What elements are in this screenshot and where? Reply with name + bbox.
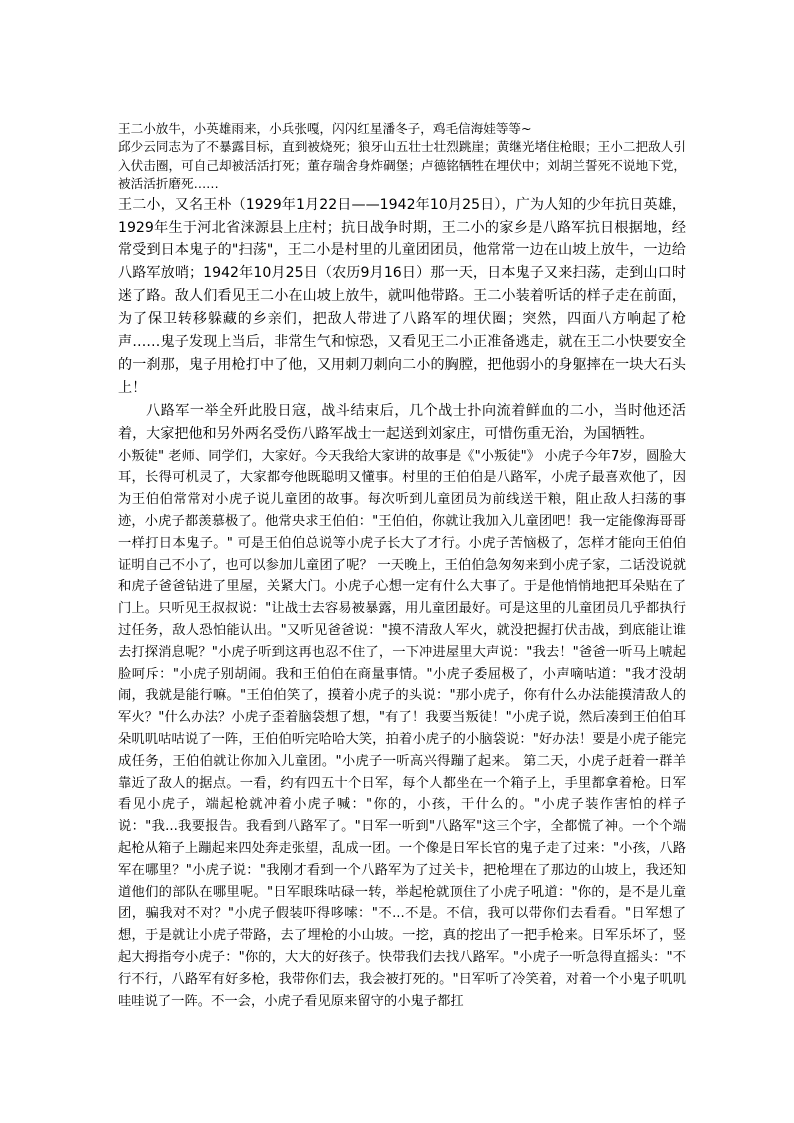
paragraph-heroes: 邱少云同志为了不暴露目标，直到被烧死；狼牙山五壮士壮烈跳崖；黄继光堵住枪眼；王小二把敌人引入伏击圈，可自己却被活活打死；董存瑞舍身炸碉堡；卢德铭牺牲在埋伏中；刘胡兰誓死不说地下党，被活活折磨死……: [118, 139, 686, 192]
paragraph-intro-list: 王二小放牛，小英雄雨来，小兵张嘎，闪闪红星潘冬子，鸡毛信海娃等等~: [118, 121, 532, 136]
paragraph-eighth-route: 八路军一举全歼此股日寇，战斗结束后，几个战士扑向流着鲜血的二小，当时他还活着，大家把他和另外两名受伤八路军战士一起送到刘家庄，可惜伤重无治，为国牺牲。: [118, 402, 686, 442]
paragraph-little-rebel: 小叛徒" 老师、同学们，大家好。今天我给大家讲的故事是《"小叛徒"》 小虎子今年7岁，圆脸大耳，长得可机灵了，大家都夸他既聪明又懂事。村里的王伯伯是八路军，小虎子最喜欢他了，因为王伯伯常常对小虎子说儿童团的故事。每次听到儿童团员为前线送干粮，阻止敌人扫荡的事迹，小虎子都羡慕极了。他常央求王伯伯："王伯伯，你就让我加入儿童团吧！我一定能像海哥哥一样打日本鬼子。" 可是王伯伯总说等小虎子长大了才行。小虎子苦恼极了，怎样才能向王伯伯证明自己不小了，也可以参加儿童团了呢？ 一天晚上，王伯伯急匆匆来到小虎子家，二话没说就和虎子爸爸钻进了里屋，关紧大门。小虎子心想一定有什么大事了。于是他悄悄地把耳朵贴在了门上。只听见王叔叔说："让战士去容易被暴露，用儿童团最好。可是这里的儿童团员几乎都执行过任务，敌人恐怕能认出。"又听见爸爸说："摸不清敌人军火，就没把握打伏击战，到底能让谁去打探消息呢？"小虎子听到这再也忍不住了，一下冲进屋里大声说："我去！"爸爸一听马上唬起脸呵斥："小虎子别胡闹。我和王伯伯在商量事情。"小虎子委屈极了，小声嘀咕道："我才没胡闹，我就是能行嘛。"王伯伯笑了，摸着小虎子的头说："那小虎子，你有什么办法能摸清敌人的军火？"什么办法？小虎子歪着脑袋想了想，"有了！我要当叛徒！"小虎子说，然后凑到王伯伯耳朵叽叽咕咕说了一阵，王伯伯听完哈哈大笑，拍着小虎子的小脑袋说："好办法！要是小虎子能完成任务，王伯伯就让你加入儿童团。"小虎子一听高兴得蹦了起来。 第二天，小虎子赶着一群羊靠近了敌人的据点。一看，约有四五十个日军，每个人都坐在一个箱子上，手里都拿着枪。日军看见小虎子，端起枪就冲着小虎子喊："你的，小孩，干什么的。"小虎子装作害怕的样子说："我...我要报告。我看到八路军了。"日军一听到"八路军"这三个字，全都慌了神。一个个端起枪从箱子上蹦起来四处奔走张望，乱成一团。一个像是日军长官的鬼子走了过来："小孩，八路军在哪里？"小虎子说："我刚才看到一个八路军为了过关卡，把枪埋在了那边的山坡上，我还知道他们的部队在哪里呢。"日军眼珠咕碌一转，举起枪就顶住了小虎子吼道："你的，是不是儿童团，骗我对不对？"小虎子假装吓得哆嗦："不...不是。不信，我可以带你们去看看。"日军想了想，于是就让小虎子带路，去了埋枪的小山坡。一挖，真的挖出了一把手枪来。日军乐坏了，竖起大拇指夸小虎子："你的，大大的好孩子。快带我们去找八路军。"小虎子一听急得直摇头："不行不行，八路军有好多枪，我带你们去，我会被打死的。"日军听了冷笑着，对着一个小鬼子叽叽哇哇说了一阵。不一会，小虎子看见原来留守的小鬼子都扛: [118, 448, 686, 1009]
document-page: [118, 120, 686, 1012]
paragraph-wang-erxiao: 王二小，又名王朴（1929年1月22日——1942年10月25日），广为人知的少年抗日英雄，1929年生于河北省涞源县上庄村；抗日战争时期，王二小的家乡是八路军抗日根据地，经常受到日本鬼子的"扫荡"，王二小是村里的儿童团团员，他常常一边在山坡上放牛，一边给八路军放哨；1942年10月25日（农历9月16日）那一天，日本鬼子又来扫荡，走到山口时迷了路。敌人们看见王二小在山坡上放牛，就叫他带路。王二小装着听话的样子走在前面，为了保卫转移躲藏的乡亲们，把敌人带进了八路军的埋伏圈；突然，四面八方响起了枪声……鬼子发现上当后，非常生气和惊恐，又看见王二小正准备逃走，就在王二小快要安全的一刹那，鬼子用枪打中了他，又用刺刀刺向二小的胸膛，把他弱小的身躯摔在一块大石头上！: [118, 196, 686, 396]
